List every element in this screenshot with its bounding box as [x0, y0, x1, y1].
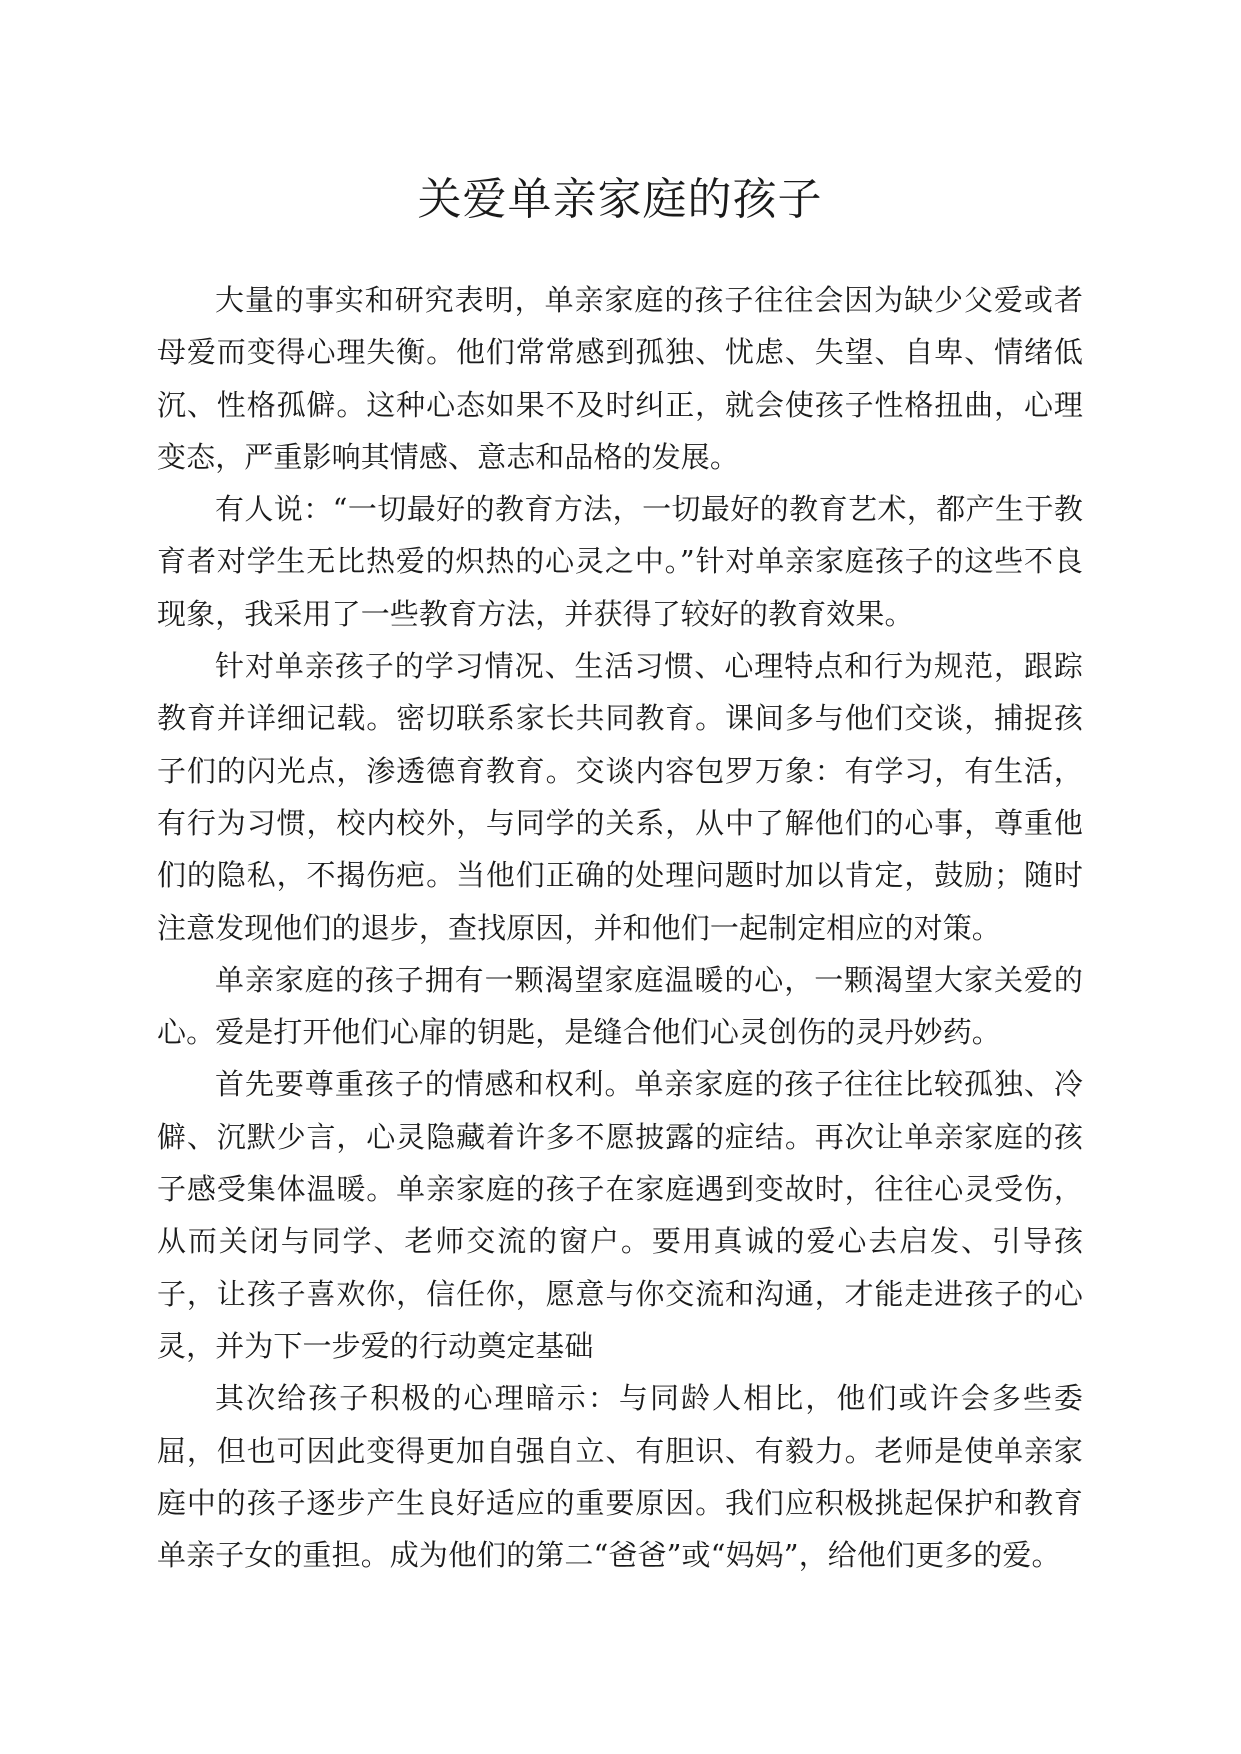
document-body	[157, 274, 1083, 1581]
document-page	[157, 0, 1083, 1754]
paragraph-1: 大量的事实和研究表明，单亲家庭的孩子往往会因为缺少父爱或者母爱而变得心理失衡。他们常常感到孤独、忧虑、失望、自卑、情绪低沉、性格孤僻。这种心态如果不及时纠正，就会使孩子性格扭曲，心理变态，严重影响其情感、意志和品格的发展。	[157, 283, 1083, 474]
paragraph-3: 针对单亲孩子的学习情况、生活习惯、心理特点和行为规范，跟踪教育并详细记载。密切联系家长共同教育。课间多与他们交谈，捕捉孩子们的闪光点，渗透德育教育。交谈内容包罗万象：有学习，有生活，有行为习惯，校内校外，与同学的关系，从中了解他们的心事，尊重他们的隐私，不揭伤疤。当他们正确的处理问题时加以肯定，鼓励；随时注意发现他们的退步，查找原因，并和他们一起制定相应的对策。	[157, 649, 1083, 945]
document-title: 关爱单亲家庭的孩子	[417, 174, 823, 225]
paragraph-6: 其次给孩子积极的心理暗示：与同龄人相比，他们或许会多些委屈，但也可因此变得更加自强自立、有胆识、有毅力。老师是使单亲家庭中的孩子逐步产生良好适应的重要原因。我们应积极挑起保护和教育单亲子女的重担。成为他们的第二“爸爸”或“妈妈”，给他们更多的爱。	[157, 1381, 1083, 1573]
paragraph-2: 有人说：“一切最好的教育方法，一切最好的教育艺术，都产生于教育者对学生无比热爱的炽热的心灵之中。”针对单亲家庭孩子的这些不良现象，我采用了一些教育方法，并获得了较好的教育效果。	[157, 492, 1083, 631]
paragraph-5: 首先要尊重孩子的情感和权利。单亲家庭的孩子往往比较孤独、冷僻、沉默少言，心灵隐藏着许多不愿披露的症结。再次让单亲家庭的孩子感受集体温暖。单亲家庭的孩子在家庭遇到变故时，往往心灵受伤，从而关闭与同学、老师交流的窗户。要用真诚的爱心去启发、引导孩子，让孩子喜欢你，信任你，愿意与你交流和沟通，才能走进孩子的心灵，并为下一步爱的行动奠定基础	[157, 1067, 1083, 1363]
paragraph-4: 单亲家庭的孩子拥有一颗渴望家庭温暖的心，一颗渴望大家关爱的心。爱是打开他们心扉的钥匙，是缝合他们心灵创伤的灵丹妙药。	[157, 962, 1083, 1050]
